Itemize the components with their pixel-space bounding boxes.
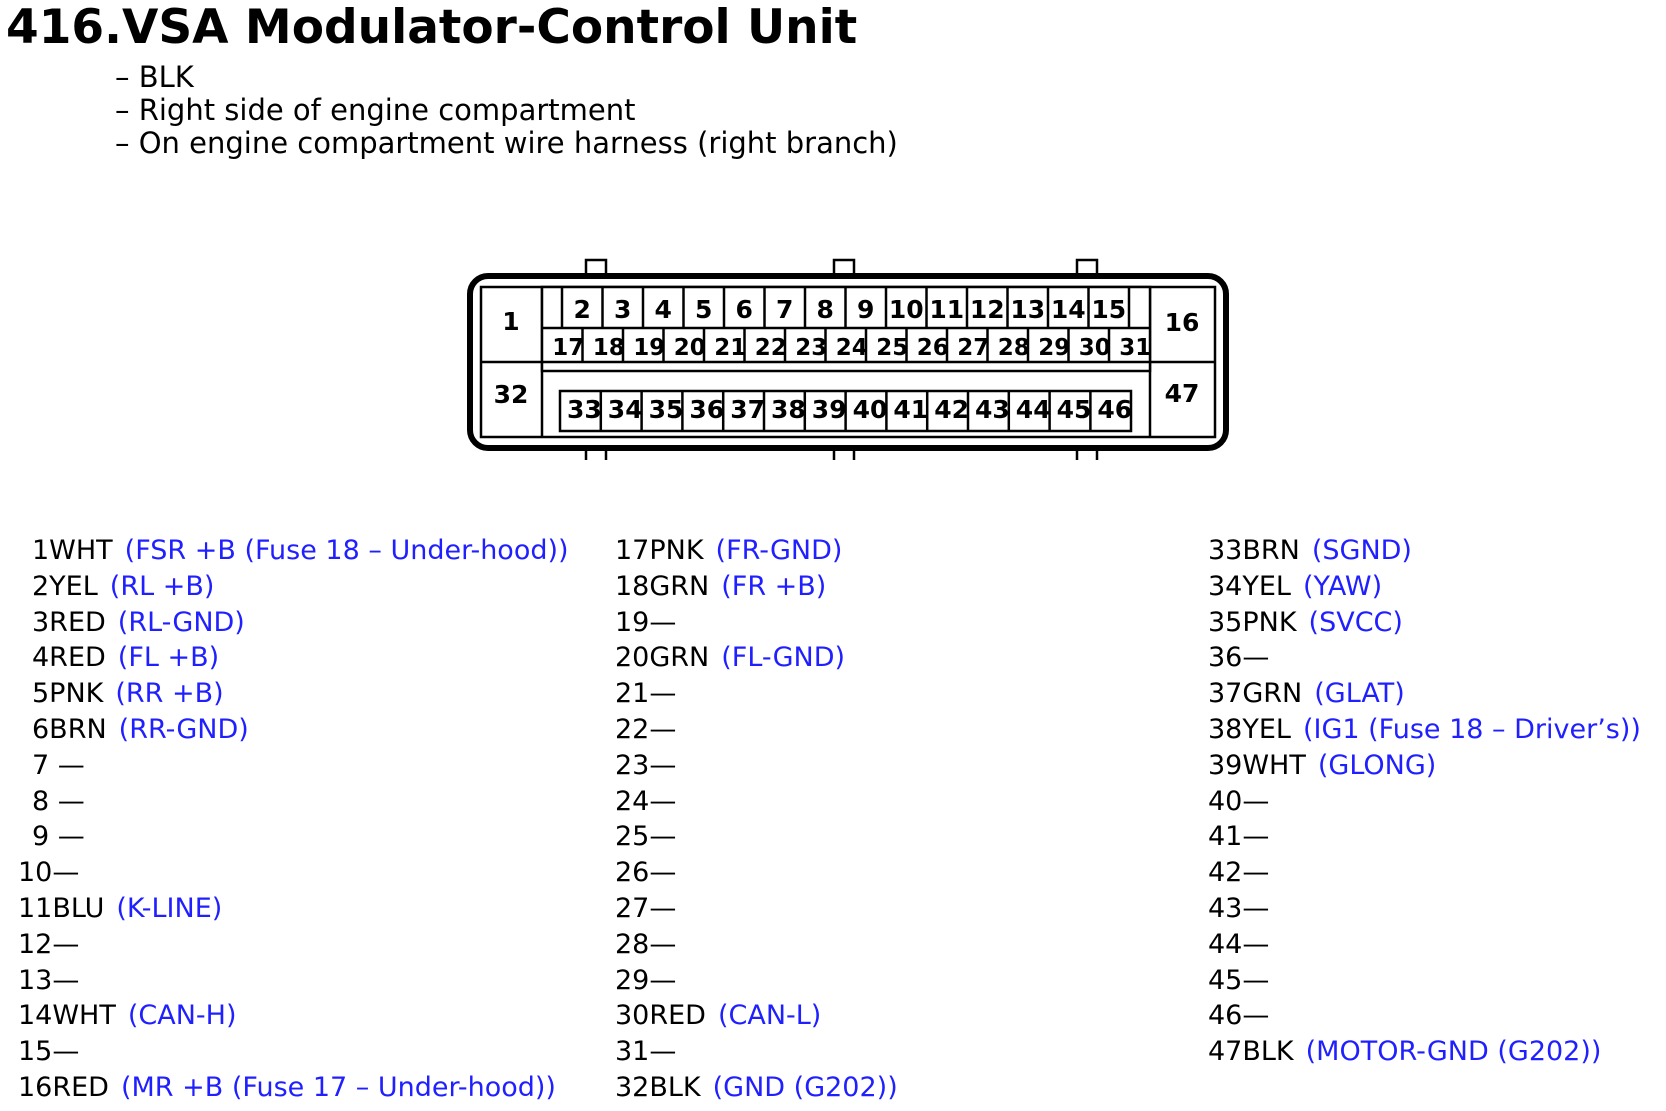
pin-number: 44 — [1015, 395, 1051, 424]
pin-label: 14WHT — [18, 1000, 116, 1032]
pin-description: (RR +B) — [115, 678, 224, 710]
pin-entry — [615, 534, 842, 568]
pin-label: 19— — [615, 606, 677, 638]
pin-label: 25— — [615, 821, 677, 853]
pin-label: 1WHT — [32, 535, 113, 566]
pin-number: 29 — [1038, 335, 1071, 361]
pin-label: 34YEL — [1208, 570, 1291, 602]
pin-label: 39WHT — [1208, 749, 1306, 781]
pin-entry — [1208, 820, 1269, 854]
pin-number: 47 — [1164, 379, 1200, 408]
pin-label: 4RED — [32, 642, 106, 674]
pin-entry — [615, 785, 676, 819]
pin-entry — [32, 534, 569, 568]
pin-number: 5 — [695, 295, 713, 324]
pin-label: 46— — [1208, 1000, 1270, 1032]
pin-number: 3 — [614, 295, 632, 324]
pin-description: (FL +B) — [117, 642, 220, 674]
pin-entry — [32, 749, 85, 783]
note-location: – Right side of engine compartment — [115, 93, 636, 127]
pin-label: 36— — [1208, 642, 1270, 674]
pin-number: 2 — [573, 295, 591, 324]
pin-number: 37 — [730, 395, 765, 424]
pin-label: 38YEL — [1208, 714, 1291, 745]
pin-entry — [18, 999, 237, 1033]
pin-description: (MOTOR-GND (G202)) — [1305, 1036, 1602, 1068]
pin-number: 39 — [811, 395, 847, 424]
pin-number: 42 — [934, 395, 969, 424]
pin-number: 18 — [592, 335, 625, 361]
pin-entry — [18, 1071, 556, 1105]
pin-label: 21— — [615, 678, 677, 710]
note-harness: – On engine compartment wire harness (right branch) — [115, 126, 898, 160]
pin-entry — [32, 677, 224, 711]
pin-entry — [18, 856, 79, 890]
pin-description: (CAN-L) — [717, 1000, 822, 1032]
pin-entry — [1208, 928, 1269, 962]
pin-number: 27 — [957, 335, 990, 361]
pin-description: (MR +B (Fuse 17 – Under-hood)) — [120, 1072, 556, 1103]
pin-entry — [615, 820, 676, 854]
pin-label: 33BRN — [1208, 535, 1300, 566]
pin-number: 15 — [1091, 295, 1127, 324]
pin-entry — [1208, 964, 1269, 998]
pin-number: 1 — [502, 307, 520, 336]
pin-number: 36 — [689, 395, 725, 424]
pin-label: 35PNK — [1208, 606, 1297, 638]
pin-number: 41 — [893, 395, 929, 424]
pin-number: 10 — [888, 295, 924, 324]
pin-label: 15— — [18, 1036, 80, 1068]
pin-label: 31— — [615, 1036, 677, 1068]
pin-description: (FR +B) — [721, 570, 827, 602]
pin-description: (SVCC) — [1308, 606, 1403, 638]
pin-label: 13— — [18, 964, 80, 996]
pin-number: 9 — [857, 295, 875, 324]
pin-description: (FSR +B (Fuse 18 – Under-hood)) — [124, 535, 569, 566]
note-color: – BLK — [115, 60, 194, 94]
pin-number: 30 — [1078, 335, 1111, 361]
pin-label: 16RED — [18, 1072, 109, 1103]
pin-label: 37GRN — [1208, 678, 1303, 710]
pin-entry — [1208, 999, 1269, 1033]
pin-label: 22— — [615, 714, 677, 745]
pin-entry — [18, 928, 79, 962]
pin-entry — [1208, 534, 1412, 568]
pin-entry — [615, 677, 676, 711]
pin-entry — [615, 606, 676, 640]
pin-label: 2YEL — [32, 570, 98, 602]
pin-number: 22 — [754, 335, 787, 361]
pin-number: 13 — [1010, 295, 1046, 324]
pin-number: 6 — [735, 295, 753, 324]
pin-number: 19 — [633, 335, 666, 361]
pin-description: (FR-GND) — [715, 535, 843, 566]
pin-label: 6BRN — [32, 714, 107, 745]
pin-label: 41— — [1208, 821, 1270, 853]
page-title: 416.VSA Modulator-Control Unit — [6, 0, 858, 55]
pin-label: 9 — — [32, 821, 85, 853]
pin-entry — [1208, 606, 1403, 640]
pin-label: 44— — [1208, 928, 1270, 960]
pin-entry — [615, 1071, 898, 1105]
pin-number: 32 — [493, 380, 529, 409]
pin-number: 33 — [567, 395, 602, 424]
pin-description: (YAW) — [1302, 570, 1383, 602]
pin-entry — [1208, 641, 1269, 675]
pin-label: 17PNK — [615, 535, 704, 566]
pin-description: (K-LINE) — [116, 893, 223, 924]
pin-description: (IG1 (Fuse 18 – Driver’s)) — [1302, 714, 1641, 745]
pin-number: 28 — [997, 335, 1030, 361]
pin-entry — [615, 1035, 676, 1069]
pin-entry — [615, 749, 676, 783]
pin-entry — [18, 1035, 79, 1069]
pin-number: 25 — [876, 335, 909, 361]
pin-entry — [615, 641, 845, 675]
pin-entry — [32, 641, 219, 675]
pin-label: 43— — [1208, 893, 1270, 924]
pin-number: 17 — [552, 335, 585, 361]
pin-description: (RL-GND) — [117, 606, 245, 638]
pin-number: 38 — [771, 395, 806, 424]
pin-number: 21 — [714, 335, 747, 361]
pin-label: 23— — [615, 749, 677, 781]
pin-entry — [32, 820, 85, 854]
pin-entry — [1208, 749, 1436, 783]
pin-description: (GLONG) — [1317, 749, 1437, 781]
pin-label: 18GRN — [615, 570, 710, 602]
pin-entry — [32, 570, 214, 604]
pin-entry — [1208, 570, 1382, 604]
pin-label: 30RED — [615, 1000, 706, 1032]
pin-label: 47BLK — [1208, 1036, 1294, 1068]
pin-number: 45 — [1056, 395, 1092, 424]
pin-label: 40— — [1208, 785, 1270, 817]
pin-label: 28— — [615, 928, 677, 960]
pin-entry — [1208, 1035, 1601, 1069]
pin-number: 43 — [975, 395, 1010, 424]
pin-entry — [615, 856, 676, 890]
pin-number: 8 — [816, 295, 834, 324]
pin-description: (FL-GND) — [721, 642, 846, 674]
connector-diagram — [0, 0, 1666, 460]
pin-entry — [615, 713, 676, 747]
pin-entry — [615, 570, 826, 604]
pin-number: 16 — [1164, 308, 1200, 337]
pin-label: 27— — [615, 893, 677, 924]
pin-number: 20 — [673, 335, 706, 361]
pin-description: (GLAT) — [1314, 678, 1405, 710]
pin-description: (SGND) — [1311, 535, 1412, 566]
pin-label: 20GRN — [615, 642, 710, 674]
pin-label: 3RED — [32, 606, 106, 638]
pin-number: 4 — [654, 295, 672, 324]
pin-number: 11 — [929, 295, 965, 324]
pin-entry — [18, 964, 79, 998]
pin-number: 34 — [607, 395, 643, 424]
pin-number: 12 — [969, 295, 1005, 324]
pin-entry — [1208, 713, 1641, 747]
pin-number: 14 — [1050, 295, 1086, 324]
pin-label: 24— — [615, 785, 677, 817]
pin-entry — [615, 999, 821, 1033]
pin-label: 11BLU — [18, 893, 105, 924]
pin-label: 42— — [1208, 857, 1270, 889]
pin-number: 23 — [795, 335, 828, 361]
pin-description: (GND (G202)) — [712, 1072, 898, 1103]
pin-entry — [32, 785, 85, 819]
pin-entry — [32, 713, 249, 747]
pin-entry — [1208, 677, 1405, 711]
pin-description: (RL +B) — [109, 570, 215, 602]
pin-number: 31 — [1119, 335, 1152, 361]
pin-number: 35 — [648, 395, 684, 424]
pin-number: 26 — [916, 335, 949, 361]
pin-label: 5PNK — [32, 678, 104, 710]
pin-entry — [32, 606, 245, 640]
pin-label: 29— — [615, 964, 677, 996]
pin-description: (CAN-H) — [127, 1000, 237, 1032]
pin-number: 46 — [1097, 395, 1133, 424]
pin-label: 10— — [18, 857, 80, 889]
pin-label: 32BLK — [615, 1072, 701, 1103]
pin-entry — [1208, 785, 1269, 819]
pin-number: 7 — [776, 295, 794, 324]
pin-number: 24 — [835, 335, 868, 361]
pin-label: 8 — — [32, 785, 85, 817]
pin-entry — [615, 928, 676, 962]
pin-entry — [18, 892, 222, 926]
pin-label: 12— — [18, 928, 80, 960]
pin-label: 26— — [615, 857, 677, 889]
pin-number: 40 — [852, 395, 888, 424]
pin-entry — [615, 964, 676, 998]
pin-entry — [615, 892, 676, 926]
pin-label: 7 — — [32, 749, 85, 781]
pin-label: 45— — [1208, 964, 1270, 996]
pin-entry — [1208, 856, 1269, 890]
pin-description: (RR-GND) — [118, 714, 249, 745]
pin-entry — [1208, 892, 1269, 926]
